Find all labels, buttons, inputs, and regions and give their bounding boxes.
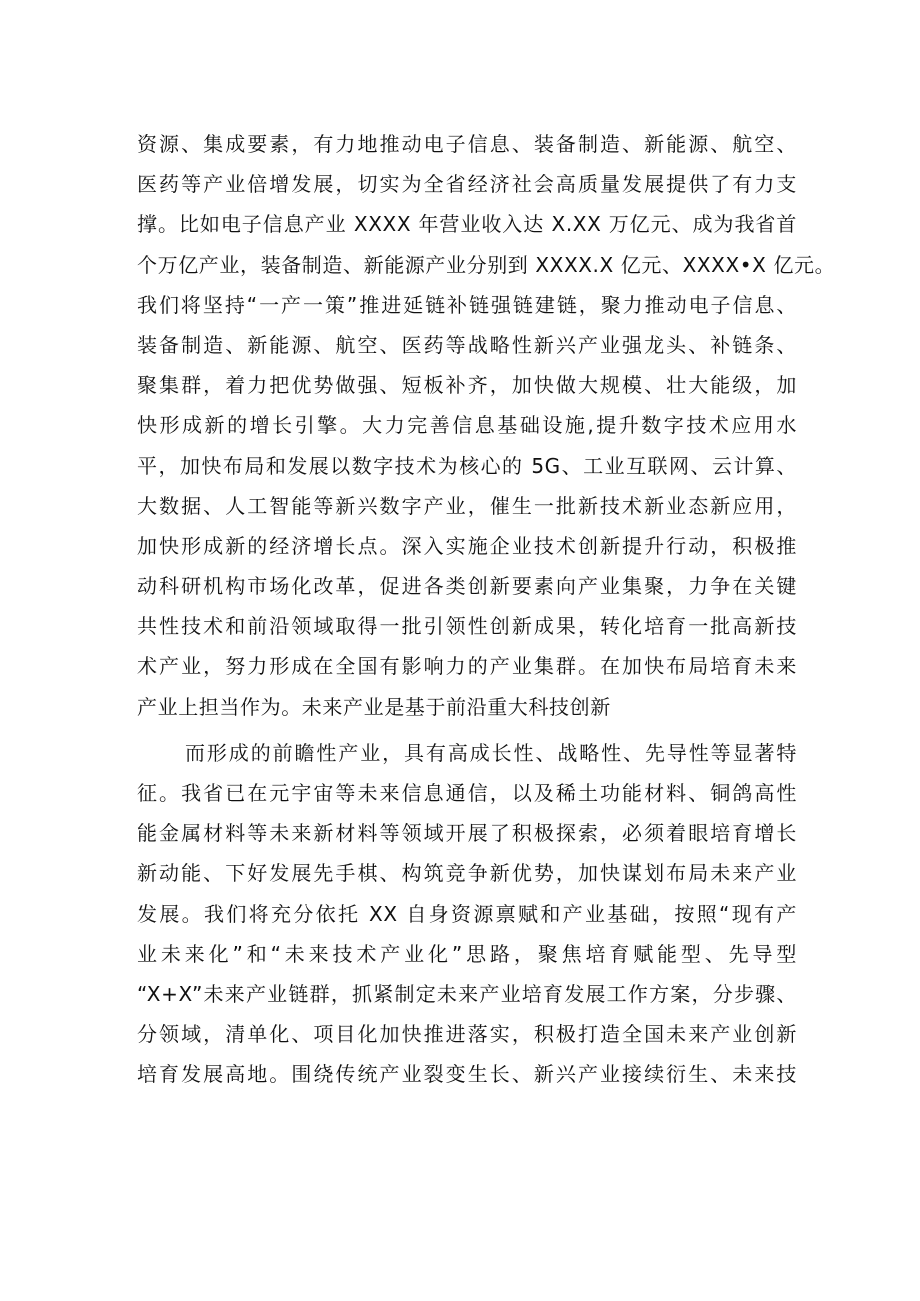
text-line: 个万亿产业，装备制造、新能源产业分别到 XXXX.X 亿元、XXXX•X 亿元。 — [137, 252, 836, 277]
document-body — [137, 124, 836, 1095]
text-line: 新动能、下好发展先手棋、构筑竞争新优势，加快谋划布局未来产业 — [137, 861, 797, 886]
text-line: 培育发展高地。围绕传统产业裂变生长、新兴产业接续衍生、未来技 — [137, 1062, 797, 1087]
text-line: “X+X”未来产业链群，抓紧制定未来产业培育发展工作方案，分步骤、 — [137, 981, 797, 1006]
text-line: 装备制造、新能源、航空、医药等战略性新兴产业强龙头、补链条、 — [137, 332, 797, 357]
text-line: 我们将坚持“一产一策”推进延链补链强链建链，聚力推动电子信息、 — [137, 292, 797, 317]
text-line: 能金属材料等未来新材料等领域开展了积极探索，必须着眼培育增长 — [137, 821, 797, 846]
text-line: 征。我省已在元宇宙等未来信息通信，以及稀土功能材料、铜鸽高性 — [137, 781, 797, 805]
text-line: 动科研机构市场化改革，促进各类创新要素向产业集聚，力争在关键 — [137, 574, 797, 599]
text-line: 聚集群，着力把优势做强、短板补齐，加快做大规模、壮大能级，加 — [137, 373, 797, 398]
text-line: 发展。我们将充分依托 XX 自身资源禀赋和产业基础，按照“现有产 — [137, 901, 797, 926]
text-line: 快形成新的增长引擎。大力完善信息基础设施,提升数字技术应用水 — [137, 413, 797, 438]
text-line: 资源、集成要素，有力地推动电子信息、装备制造、新能源、航空、 — [137, 132, 797, 156]
text-line: 业未来化”和“未来技术产业化”思路，聚焦培育赋能型、先导型 — [137, 941, 797, 966]
text-line: 医药等产业倍增发展，切实为全省经济社会高质量发展提供了有力支 — [137, 172, 797, 197]
text-line: 分领域，清单化、项目化加快推进落实，积极打造全国未来产业创新 — [137, 1022, 797, 1047]
text-line: 加快形成新的经济增长点。深入实施企业技术创新提升行动，积极推 — [137, 533, 797, 558]
text-line: 产业上担当作为。未来产业是基于前沿重大科技创新 — [137, 694, 611, 719]
text-line: 术产业，努力形成在全国有影响力的产业集群。在加快布局培育未来 — [137, 654, 797, 679]
text-line: 平，加快布局和发展以数字技术为核心的 5G、工业互联网、云计算、 — [137, 453, 797, 478]
text-line: 大数据、人工智能等新兴数字产业，催生一批新技术新业态新应用， — [137, 493, 797, 518]
text-line: 撑。比如电子信息产业 XXXX 年营业收入达 X.XX 万亿元、成为我省首 — [137, 212, 797, 237]
text-line: 共性技术和前沿领域取得一批引领性创新成果，转化培育一批高新技 — [137, 614, 797, 639]
text-line: 而形成的前瞻性产业，具有高成长性、战略性、先导性等显著特 — [185, 740, 797, 765]
